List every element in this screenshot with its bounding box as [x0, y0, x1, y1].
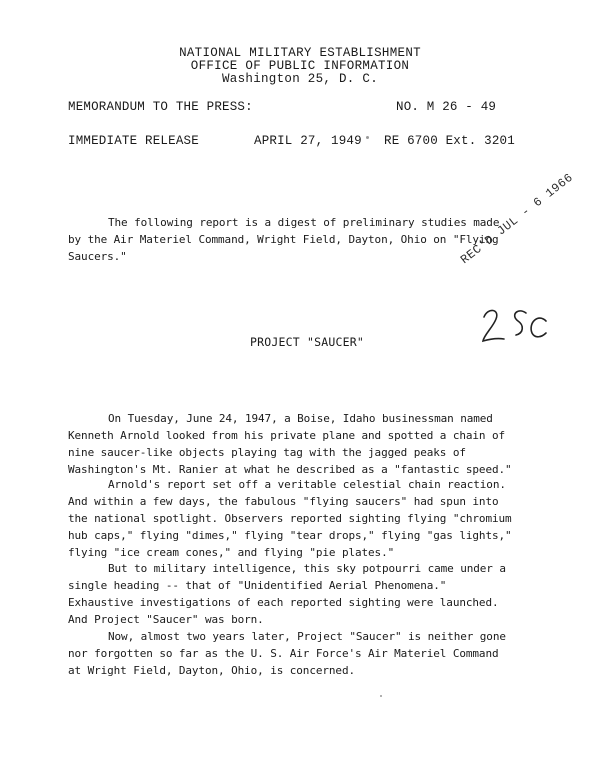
paragraph-chain-reaction: Arnold's report set off a veritable celestial chain reaction. And within a few days, the fabulous "flying saucers" had spun into the national spotlight. Observers reported sighting flying "chromium hub caps," flying "dimes," flying "tear drops," flying "gas lights," flying "ice cream cones," and flying "pie plates.": [68, 478, 512, 559]
memo-number: NO. M 26 - 49: [396, 100, 497, 114]
intro-text: The following report is a digest of preliminary studies made by the Air Materiel Command, Wright Field, Dayton, Ohio on "Flying Saucers.": [68, 216, 500, 263]
header-agency: NATIONAL MILITARY ESTABLISHMENT: [179, 46, 421, 60]
paragraph-military-intelligence: But to military intelligence, this sky potpourri came under a single heading -- that of "Unidentified Aerial Phenomena." Exhaustive investigations of each reported sighting were launched. And Project "Saucer" was born.: [68, 562, 506, 626]
release-date: APRIL 27, 1949: [254, 134, 362, 148]
received-stamp: REC'D JUL - 6 1966: [458, 170, 576, 268]
document-title: PROJECT "SAUCER": [250, 335, 364, 349]
paper-speck: [366, 136, 369, 139]
release-label: IMMEDIATE RELEASE: [68, 134, 199, 148]
handwritten-initials: [480, 303, 550, 347]
paragraph-arnold-sighting: On Tuesday, June 24, 1947, a Boise, Idaho businessman named Kenneth Arnold looked from his private plane and spotted a chain of nine saucer-like objects playing tag with the jagged peaks of Washington's Mt. Ranier at what he described as a "fantastic speed.": [68, 412, 512, 476]
paragraph-project-saucer: Now, almost two years later, Project "Saucer" is neither gone nor forgotten so far as the U. S. Air Force's Air Materiel Command at Wright Field, Dayton, Ohio, is concerned.: [68, 630, 506, 677]
header-location: Washington 25, D. C.: [221, 72, 379, 86]
intro-paragraph: [68, 214, 518, 265]
memo-label: MEMORANDUM TO THE PRESS:: [68, 100, 253, 114]
header-office: OFFICE OF PUBLIC INFORMATION: [190, 59, 410, 73]
paper-speck: [380, 695, 382, 697]
release-reference: RE 6700 Ext. 3201: [384, 134, 515, 148]
